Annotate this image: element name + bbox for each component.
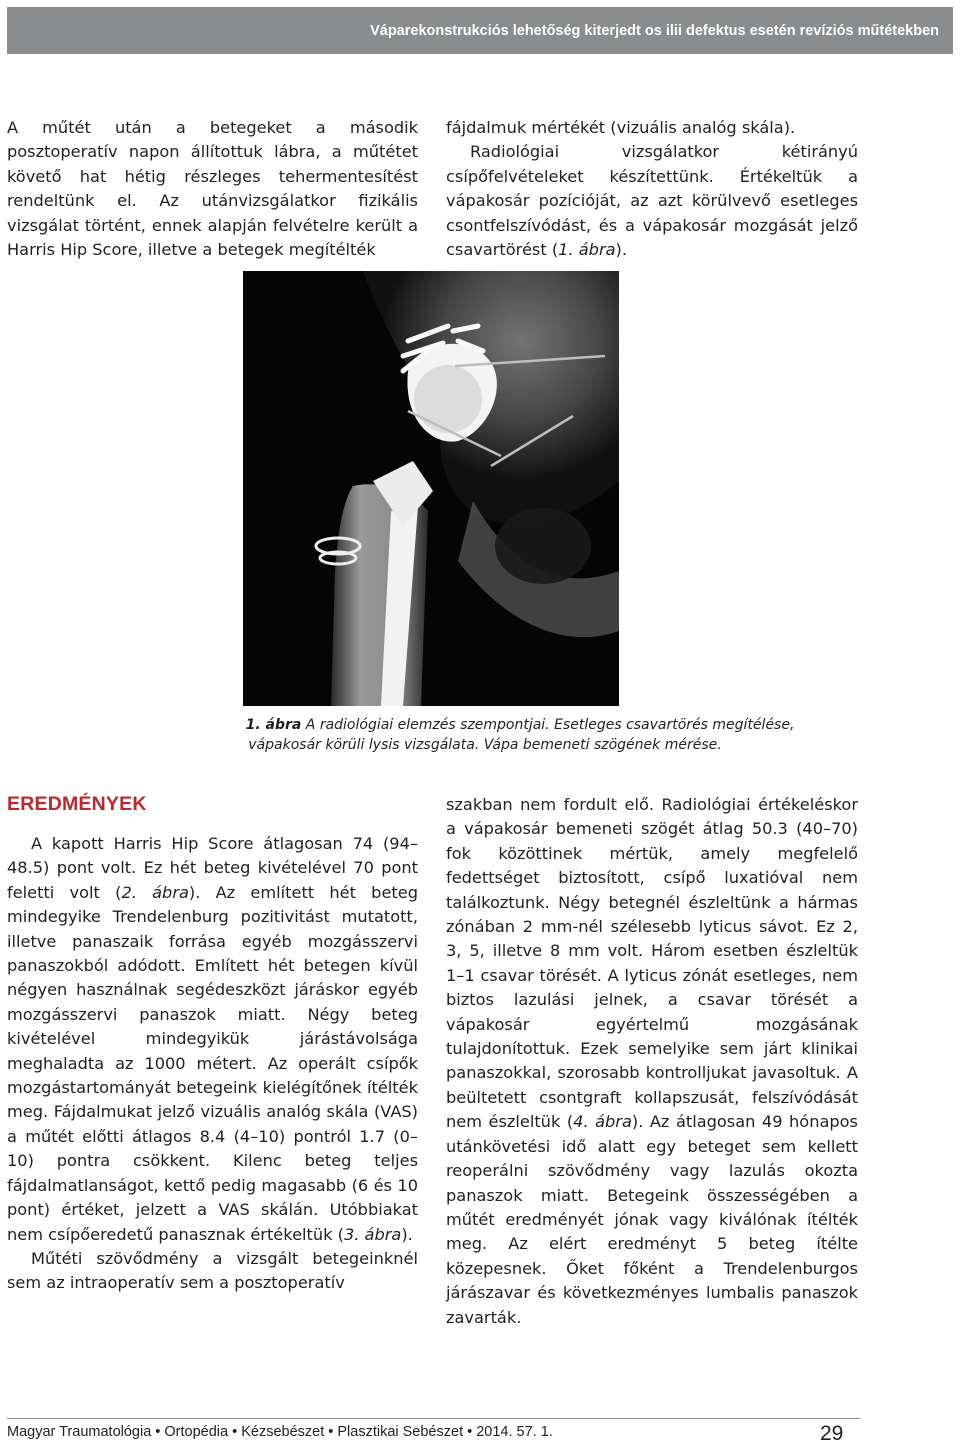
footer-divider (7, 1418, 860, 1419)
figure-label: 1. ábra (245, 717, 302, 733)
figure-ref: 2. ábra (121, 882, 189, 902)
intro-column-left (7, 116, 418, 262)
section-heading-results: EREDMÉNYEK (7, 793, 147, 815)
figure-ref: 3. ábra (343, 1224, 402, 1244)
figure-caption: 1. ábra A radiológiai elemzés szempontjai. Esetleges csavartörés megítélése, vápakosár körüli lysis vizsgálata. Vápa bemeneti szögének mérése. (245, 717, 795, 753)
running-title: Váparekonstrukciós lehetőség kiterjedt os ilii defektus esetén revíziós műtétekben (370, 22, 939, 39)
results-paragraph: A kapott Harris Hip Score átlagosan 74 (94–48.5) pont volt. Ez hét beteg kivételével 70 pont feletti volt (2. ábra). Az említett hét beteg mindegyike Trendelenburg pozitivitást mutatott, illetve panaszaik forrása egyéb mozgásszervi panaszokból adódott. Említett hét betegen kívül négyen használnak segédeszközt járáskor egyéb mozgásszervi panaszok miatt. Négy beteg kivételével mindegyikük járástávolsága meghaladta az 1000 métert. Az operált csípők mozgástartományát betegeink kielégítőnek ítélték meg. Fájdalmukat jelző vizuális analóg skála (VAS) a műtét előtti átlagos 8.4 (4–10) pontról 1.7 (0–10) pontra csökkent. Kilenc beteg teljes fájdalmatlanságot, kettő pedig magasabb (6 és 10 pont) értéket, jelzett a VAS skálán. Utóbbiakat nem csípőeredetű panasznak értékeltük (3. ábra). (7, 834, 418, 1244)
figure-ref: 4. ábra (573, 1112, 632, 1132)
page-number: 29 (820, 1422, 844, 1445)
journal-citation: Magyar Traumatológia • Ortopédia • Kézsebészet • Plasztikai Sebészet • 2014. 57. 1. (7, 1424, 553, 1440)
intro-column-right (446, 116, 858, 262)
hip-xray-figure (243, 271, 619, 706)
methods-paragraph: A műtét után a betegeket a második posztoperatív napon állítottuk lábra, a műtétet követő hat hétig részleges tehermentesítést rendeltünk el. Az utánvizsgálatkor fizikális vizsgálat történt, ennek alapján felvételre került a Harris Hip Score, illetve a betegek megítélték (7, 118, 418, 260)
radiology-paragraph: Radiológiai vizsgálatkor kétirányú csípőfelvételeket készítettünk. Értékeltük a vápakosár pozícióját, az azt körülvevő esetleges csontfelszívódást, és a vápakosár mozgását jelző csavartörést (1. ábra). (446, 142, 858, 260)
complications-paragraph: Műtéti szövődmény a vizsgált betegeinknél sem az intraoperatív sem a posztoperatív (7, 1248, 418, 1293)
results-column-right (446, 793, 858, 1330)
running-header (7, 7, 953, 54)
methods-paragraph-end: fájdalmuk mértékét (vizuális analóg skála). (446, 118, 796, 137)
results-column-left (7, 832, 418, 1296)
figure-ref: 1. ábra (558, 240, 616, 260)
xray-image (243, 271, 619, 706)
radiology-results-paragraph: szakban nem fordult elő. Radiológiai értékeléskor a vápakosár bemeneti szögét átlag 50.3 (40–70) fok közöttinek mértük, amely megfelelő fedettséget biztosított, csípő luxatióval nem találkoztunk. Négy betegnél észleltünk a hármas zónában 2 mm-nél szélesebb lyticus sávot. Ez 2, 3, 5, illetve 8 mm volt. Három esetben észleltük 1–1 csavar törését. A lyticus zónát esetleges, nem biztos lazulási jelnek, a csavar törését a vápakosár egyértelmű mozgásának tulajdonítottuk. Ezek semelyike sem járt klinikai panaszokkal, szorosabb kontrolljukat javasoltuk. A beültetett csontgraft kollapszusát, felszívódását nem észleltük (4. ábra). Az átlagosan 49 hónapos utánkövetési idő alatt egy beteget sem kellett reoperálni szövődmény vagy lazulás okozta panaszok miatt. Betegeink összességében a műtét eredményét jónak vagy kiválónak ítélték meg. Az elért eredményt 5 beteg ítélte közepesnek. Őket főként a Trendelenburgos járászavar és következményes lumbalis panaszok zavarták. (446, 795, 858, 1327)
